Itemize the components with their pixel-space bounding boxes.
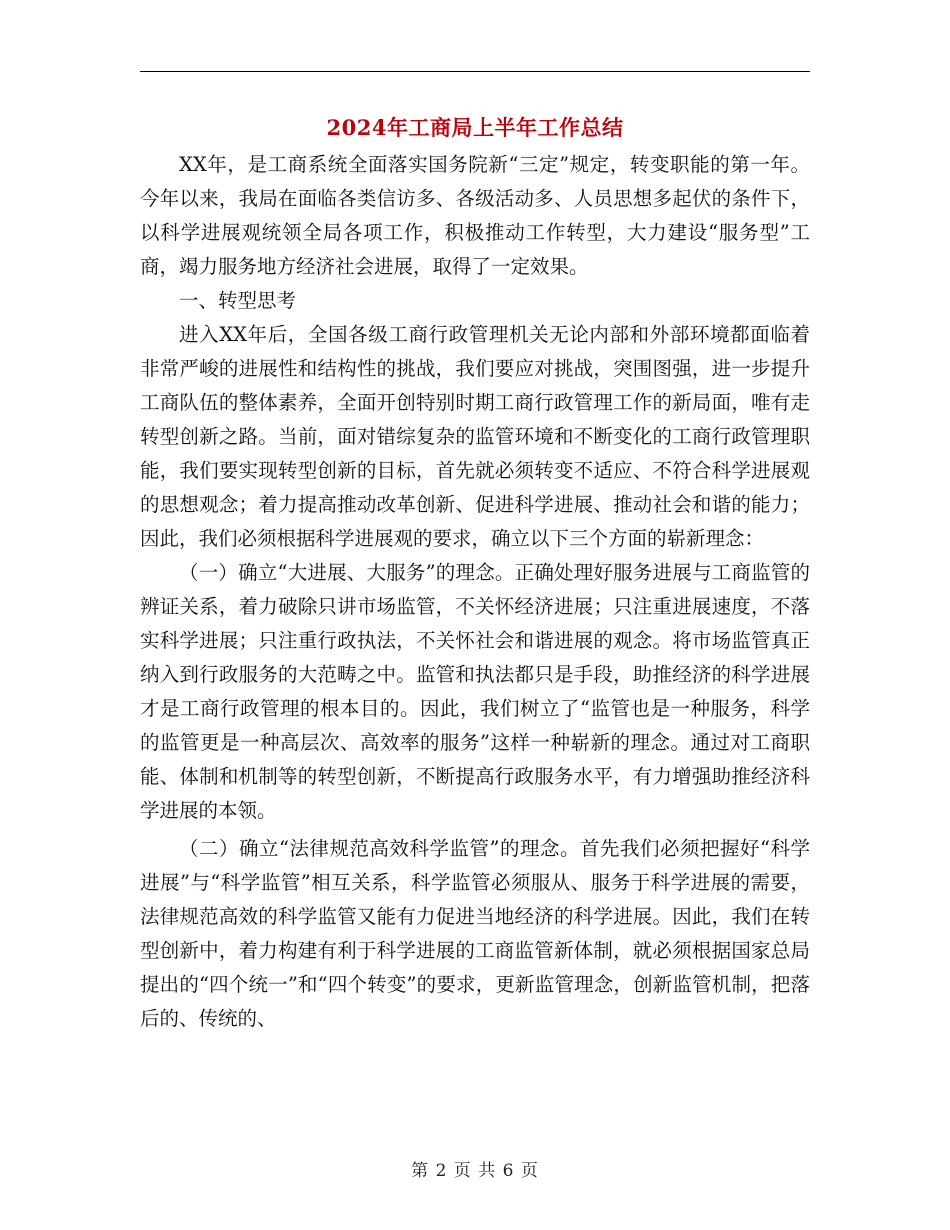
- paragraph-intro: XX年，是工商系统全面落实国务院新“三定”规定，转变职能的第一年。今年以来，我局在面临各类信访多、各级活动多、人员思想多起伏的条件下，以科学进展观统领全局各项工作，积极推动工作转型，大力建设“服务型”工商，竭力服务地方经济社会进展，取得了一定效果。: [140, 153, 810, 278]
- document-title: 2024年工商局上半年工作总结: [326, 115, 624, 140]
- document-body: [140, 148, 810, 1036]
- section-heading: 一、转型思考: [179, 289, 297, 312]
- paragraph-concept-two: （二）确立“法律规范高效科学监管”的理念。首先我们必须把握好“科学进展”与“科学监管”相互关系，科学监管必须服从、服务于科学进展的需要，法律规范高效的科学监管又能有力促进当地经济的科学进展。因此，我们在转型创新中，着力构建有利于科学进展的工商监管新体制，就必须根据国家总局提出的“四个统一”和“四个转变”的要求，更新监管理念，创新监管机制，把落后的、传统的、: [140, 837, 810, 1030]
- header-rule: [140, 71, 810, 72]
- paragraph-transition: 进入XX年后，全国各级工商行政管理机关无论内部和外部环境都面临着非常严峻的进展性和结构性的挑战，我们要应对挑战，突围图强，进一步提升工商队伍的整体素养，全面开创特别时期工商行政管理工作的新局面，唯有走转型创新之路。当前，面对错综复杂的监管环境和不断变化的工商行政管理职能，我们要实现转型创新的目标，首先就必须转变不适应、不符合科学进展观的思想观念；着力提高推动改革创新、促进科学进展、推动社会和谐的能力；因此，我们必须根据科学进展观的要求，确立以下三个方面的崭新理念：: [140, 323, 810, 550]
- page-footer: 第 2 页 共 6 页: [411, 1161, 539, 1181]
- paragraph-concept-one: （一）确立“大进展、大服务”的理念。正确处理好服务进展与工商监管的辨证关系，着力破除只讲市场监管，不关怀经济进展；只注重进展速度，不落实科学进展；只注重行政执法，不关怀社会和谐进展的观念。将市场监管真正纳入到行政服务的大范畴之中。监管和执法都只是手段，助推经济的科学进展才是工商行政管理的根本目的。因此，我们树立了“监管也是一种服务，科学的监管更是一种高层次、高效率的服务”这样一种崭新的理念。通过对工商职能、体制和机制等的转型创新，不断提高行政服务水平，有力增强助推经济科学进展的本领。: [140, 561, 810, 822]
